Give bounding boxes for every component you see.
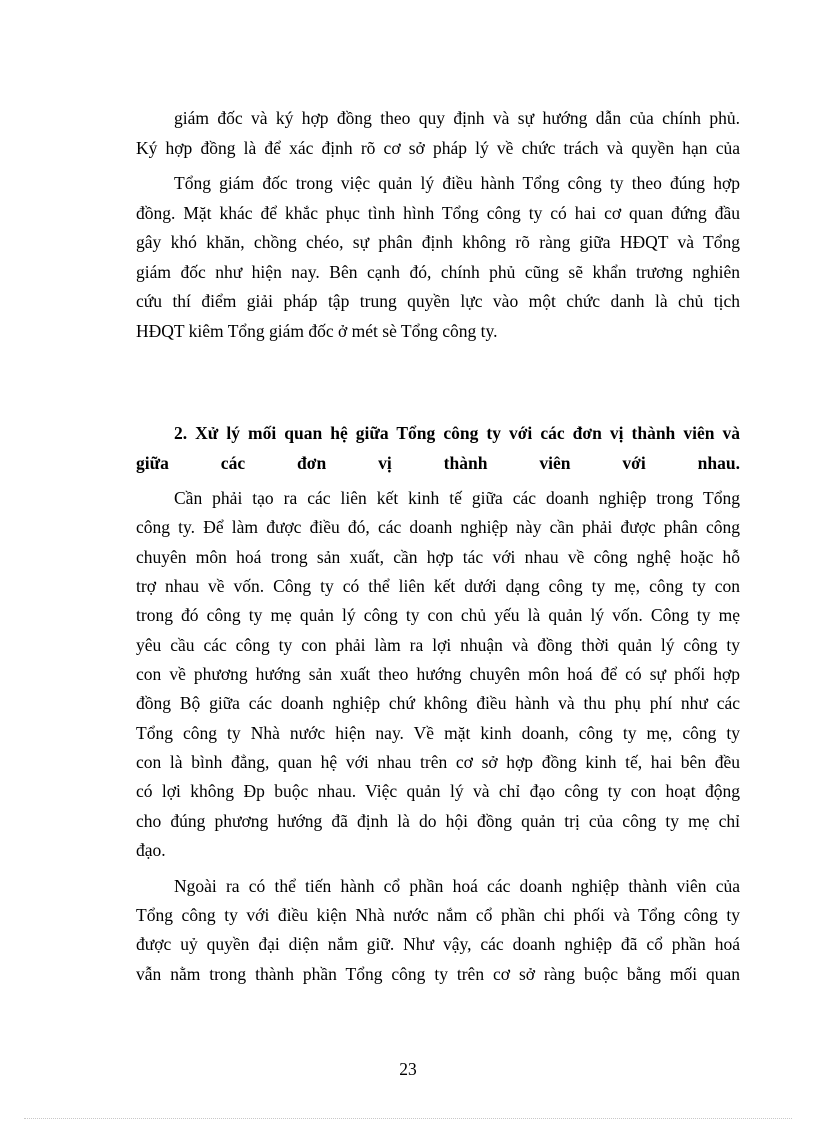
paragraph-3-line-5: trong đó công ty mẹ quản lý công ty con chủ yếu là quản lý vốn. Công ty mẹ <box>136 605 740 625</box>
paragraph-3-line-3: chuyên môn hoá trong sản xuất, cần hợp tác với nhau về công nghệ hoặc hỗ <box>136 547 740 567</box>
section-heading-line-2: giữa các đơn vị thành viên với nhau. <box>136 453 740 473</box>
paragraph-2-line-6: HĐQT kiêm Tổng giám đốc ở mét sè Tổng công ty. <box>136 321 498 341</box>
paragraph-1-line-1: giám đốc và ký hợp đồng theo quy định và sự hướng dẫn của chính phủ. <box>174 108 740 128</box>
paragraph-3-line-13: đạo. <box>136 840 166 860</box>
paragraph-3-line-7: con về phương hướng sản xuất theo hướng chuyên môn hoá để có sự phối hợp <box>136 664 740 684</box>
paragraph-3-line-10: con là bình đẳng, quan hệ với nhau trên cơ sở hợp đồng kinh tế, hai bên đều <box>136 752 740 772</box>
paragraph-4-line-4: vẫn nằm trong thành phần Tổng công ty trên cơ sở ràng buộc bằng mối quan <box>136 964 740 984</box>
paragraph-4-line-3: được uỷ quyền đại diện nắm giữ. Như vậy, các doanh nghiệp đã cổ phần hoá <box>136 934 740 954</box>
paragraph-2-line-5: cứu thí điểm giải pháp tập trung quyền lực vào một chức danh là chủ tịch <box>136 291 740 311</box>
paragraph-2-line-3: gây khó khăn, chồng chéo, sự phân định không rõ ràng giữa HĐQT và Tổng <box>136 232 740 252</box>
paragraph-3-line-9: Tổng công ty Nhà nước hiện nay. Về mặt kinh doanh, công ty mẹ, công ty <box>136 723 740 743</box>
paragraph-4-line-2: Tổng công ty với điều kiện Nhà nước nắm cổ phần chi phối và Tổng công ty <box>136 905 740 925</box>
paragraph-3-line-8: đồng Bộ giữa các doanh nghiệp chứ không điều hành và thu phụ phí như các <box>136 693 740 713</box>
section-heading-line-1: 2. Xử lý mối quan hệ giữa Tổng công ty với các đơn vị thành viên và <box>174 423 740 443</box>
paragraph-3-line-6: yêu cầu các công ty con phải làm ra lợi nhuận và đồng thời quản lý công ty <box>136 635 740 655</box>
paragraph-1-line-2: Ký hợp đồng là để xác định rõ cơ sở pháp lý về chức trách và quyền hạn của <box>136 138 740 158</box>
paragraph-2-line-4: giám đốc như hiện nay. Bên cạnh đó, chính phủ cũng sẽ khẩn trương nghiên <box>136 262 740 282</box>
paragraph-2-line-1: Tổng giám đốc trong việc quản lý điều hành Tổng công ty theo đúng hợp <box>174 173 740 193</box>
paragraph-3-line-11: có lợi không Ðp buộc nhau. Việc quản lý và chỉ đạo công ty con hoạt động <box>136 781 740 801</box>
page-number: 23 <box>399 1059 417 1079</box>
paragraph-3-line-1: Cần phải tạo ra các liên kết kinh tế giữa các doanh nghiệp trong Tổng <box>174 488 740 508</box>
paragraph-3-line-2: công ty. Để làm được điều đó, các doanh nghiệp này cần phải được phân công <box>136 517 740 537</box>
paragraph-2-line-2: đồng. Mặt khác để khắc phục tình hình Tổng công ty có hai cơ quan đứng đầu <box>136 203 740 223</box>
paragraph-3-line-4: trợ nhau về vốn. Công ty có thể liên kết dưới dạng công ty mẹ, công ty con <box>136 576 740 596</box>
paragraph-3-line-12: cho đúng phương hướng đã định là do hội đồng quản trị của công ty mẹ chỉ <box>136 811 740 831</box>
page-bottom-divider <box>24 1118 792 1119</box>
paragraph-4-line-1: Ngoài ra có thể tiến hành cổ phần hoá các doanh nghiệp thành viên của <box>174 876 740 896</box>
